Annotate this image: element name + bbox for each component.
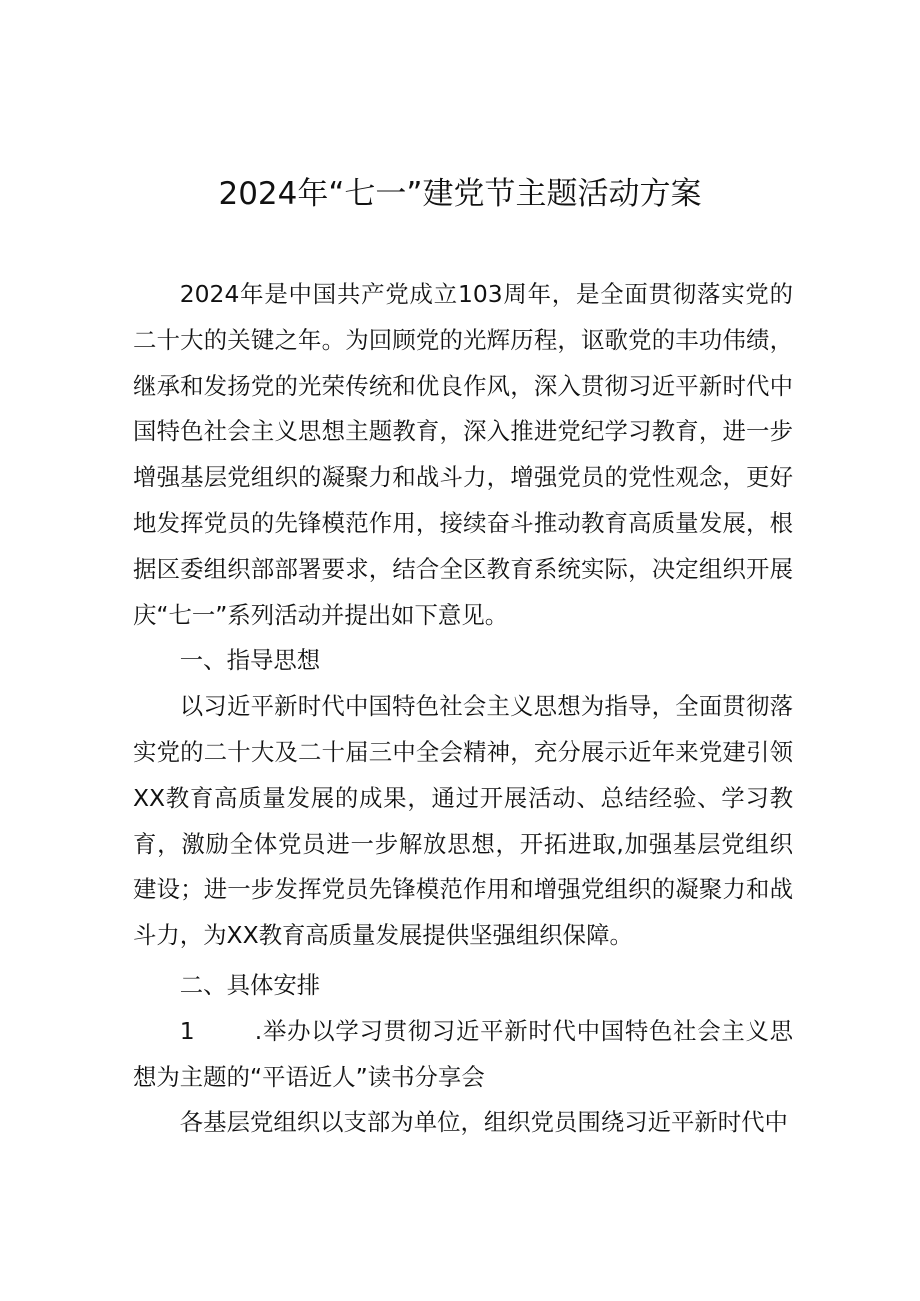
document-body bbox=[133, 272, 793, 1146]
document-title: 2024年“七一”建党节主题活动方案 bbox=[218, 176, 702, 212]
list-item-1 bbox=[133, 1009, 793, 1101]
guiding-ideology-paragraph: 以习近平新时代中国特色社会主义思想为指导，全面贯彻落实党的二十大及二十届三中全会精神，充分展示近年来党建引领XX教育高质量发展的成果，通过开展活动、总结经验、学习教育，激励全体党员进一步解放思想，开拓进取,加强基层党组织建设；进一步发挥党员先锋模范作用和增强党组织的凝聚力和战斗力，为XX教育高质量发展提供坚强组织保障。 bbox=[133, 692, 793, 950]
intro-paragraph: 2024年是中国共产党成立103周年，是全面贯彻落实党的二十大的关键之年。为回顾党的光辉历程，讴歌党的丰功伟绩，继承和发扬党的光荣传统和优良作风，深入贯彻习近平新时代中国特色社会主义思想主题教育，深入推进党纪学习教育，进一步增强基层党组织的凝聚力和战斗力，增强党员的党性观念，更好地发挥党员的先锋模范作用，接续奋斗推动教育高质量发展，根据区委组织部部署要求，结合全区教育系统实际，决定组织开展庆“七一”系列活动并提出如下意见。 bbox=[133, 280, 793, 629]
section-heading-specific-arrangements: 二、具体安排 bbox=[179, 970, 321, 999]
arrangement-paragraph: 各基层党组织以支部为单位，组织党员围绕习近平新时代中 bbox=[179, 1108, 788, 1137]
list-item-number: 1 bbox=[179, 1016, 195, 1045]
section-heading-guiding-ideology: 一、指导思想 bbox=[179, 646, 321, 675]
list-item-text: .举办以学习贯彻习近平新时代中国特色社会主义思想为主题的“平语近人”读书分享会 bbox=[133, 1016, 793, 1091]
